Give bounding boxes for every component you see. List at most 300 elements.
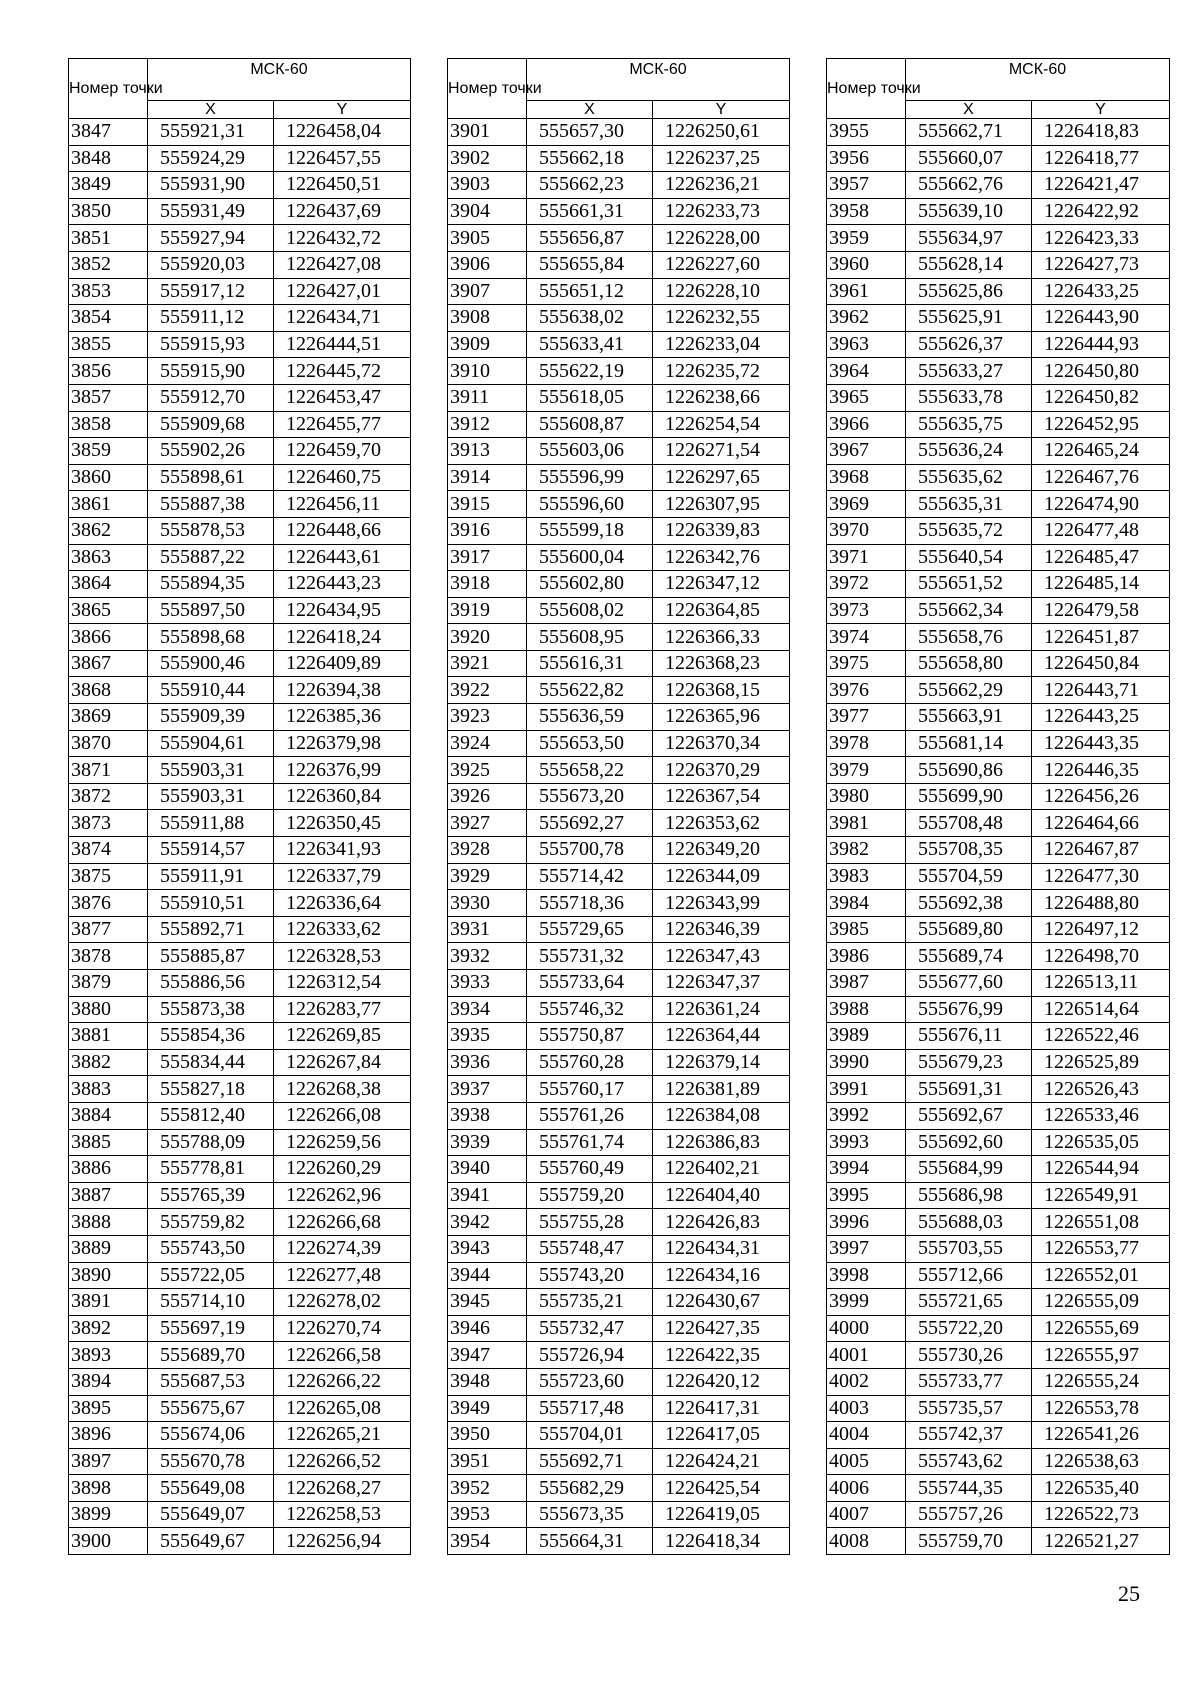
x-coordinate-cell: 555722,05 [148,1262,274,1289]
y-coordinate-cell: 1226250,61 [653,119,790,146]
table-row [827,650,1170,677]
x-coordinate-cell: 555691,31 [906,1076,1032,1103]
y-coordinate-cell: 1226394,38 [274,677,411,704]
y-coordinate-cell: 1226448,66 [274,517,411,544]
point-number-cell: 3914 [448,464,527,491]
point-number-cell: 4003 [827,1395,906,1422]
x-coordinate-cell: 555670,78 [148,1448,274,1475]
x-coordinate-cell: 555750,87 [527,1023,653,1050]
point-number-cell: 3878 [69,943,148,970]
y-coordinate-cell: 1226417,05 [653,1422,790,1449]
point-number-cell: 3847 [69,119,148,146]
y-coordinate-cell: 1226555,09 [1032,1289,1170,1316]
table-row [69,810,411,837]
page-number: 25 [1118,1581,1140,1606]
table-row [827,837,1170,864]
table-row [448,1102,790,1129]
table-row [448,1182,790,1209]
y-coordinate-cell: 1226535,40 [1032,1475,1170,1502]
table-row [69,358,411,385]
x-coordinate-cell: 555902,26 [148,438,274,465]
x-coordinate-cell: 555759,20 [527,1182,653,1209]
x-coordinate-cell: 555662,76 [906,172,1032,199]
table-row [69,1528,411,1555]
y-coordinate-cell: 1226278,02 [274,1289,411,1316]
table-row [827,863,1170,890]
point-number-cell: 3942 [448,1209,527,1236]
point-number-cell: 3952 [448,1475,527,1502]
x-coordinate-cell: 555673,20 [527,783,653,810]
table-row [448,1475,790,1502]
x-coordinate-cell: 555788,09 [148,1129,274,1156]
y-coordinate-cell: 1226443,90 [1032,305,1170,332]
y-coordinate-cell: 1226421,47 [1032,172,1170,199]
point-number-cell: 3905 [448,225,527,252]
y-coordinate-cell: 1226450,82 [1032,384,1170,411]
x-coordinate-cell: 555626,37 [906,331,1032,358]
table-row [448,1129,790,1156]
x-coordinate-cell: 555761,26 [527,1102,653,1129]
point-number-cell: 3874 [69,837,148,864]
x-coordinate-cell: 555635,72 [906,517,1032,544]
y-coordinate-cell: 1226328,53 [274,943,411,970]
point-number-cell: 3973 [827,597,906,624]
x-coordinate-cell: 555911,88 [148,810,274,837]
y-coordinate-cell: 1226376,99 [274,757,411,784]
point-number-cell: 3967 [827,438,906,465]
x-coordinate-cell: 555676,99 [906,996,1032,1023]
x-coordinate-cell: 555676,11 [906,1023,1032,1050]
y-coordinate-cell: 1226232,55 [653,305,790,332]
point-number-cell: 3870 [69,730,148,757]
x-coordinate-cell: 555640,54 [906,544,1032,571]
table-row [827,225,1170,252]
point-number-cell: 3928 [448,837,527,864]
y-coordinate-cell: 1226434,31 [653,1235,790,1262]
table-row [827,1049,1170,1076]
point-number-cell: 4005 [827,1448,906,1475]
y-coordinate-cell: 1226233,73 [653,198,790,225]
y-coordinate-cell: 1226555,69 [1032,1315,1170,1342]
point-number-cell: 3935 [448,1023,527,1050]
table-row [827,491,1170,518]
x-coordinate-cell: 555689,74 [906,943,1032,970]
table-row [827,1395,1170,1422]
table-row [827,1342,1170,1369]
table-row [448,225,790,252]
point-number-cell: 3907 [448,278,527,305]
y-coordinate-cell: 1226434,16 [653,1262,790,1289]
x-coordinate-cell: 555921,31 [148,119,274,146]
x-coordinate-cell: 555755,28 [527,1209,653,1236]
table-row [69,331,411,358]
x-coordinate-cell: 555602,80 [527,571,653,598]
x-coordinate-cell: 555663,91 [906,704,1032,731]
table-row [448,890,790,917]
x-coordinate-cell: 555743,50 [148,1235,274,1262]
y-coordinate-cell: 1226339,83 [653,517,790,544]
table-row [69,491,411,518]
x-coordinate-cell: 555662,34 [906,597,1032,624]
point-number-cell: 3853 [69,278,148,305]
coord-table-3 [826,58,1170,1555]
point-number-cell: 3963 [827,331,906,358]
table-row [69,225,411,252]
point-number-cell: 3919 [448,597,527,624]
x-coordinate-cell: 555660,07 [906,145,1032,172]
table-row [69,411,411,438]
point-number-cell: 3893 [69,1342,148,1369]
point-number-cell: 3917 [448,544,527,571]
point-number-cell: 3948 [448,1368,527,1395]
table-row [69,119,411,146]
x-coordinate-cell: 555892,71 [148,916,274,943]
x-coordinate-cell: 555677,60 [906,970,1032,997]
x-coordinate-cell: 555726,94 [527,1342,653,1369]
x-coordinate-cell: 555910,51 [148,890,274,917]
table-row [69,1422,411,1449]
y-coordinate-cell: 1226443,23 [274,571,411,598]
point-number-cell: 3961 [827,278,906,305]
y-coordinate-cell: 1226422,92 [1032,198,1170,225]
x-coordinate-cell: 555894,35 [148,571,274,598]
y-coordinate-cell: 1226381,89 [653,1076,790,1103]
point-number-cell: 3944 [448,1262,527,1289]
point-number-cell: 3984 [827,890,906,917]
table-row [827,1129,1170,1156]
table-row [448,411,790,438]
table-row [69,1102,411,1129]
y-coordinate-cell: 1226549,91 [1032,1182,1170,1209]
x-coordinate-cell: 555689,70 [148,1342,274,1369]
table-row [69,305,411,332]
point-number-cell: 3993 [827,1129,906,1156]
point-number-cell: 3915 [448,491,527,518]
point-number-cell: 3964 [827,358,906,385]
table-row [448,677,790,704]
x-coordinate-cell: 555599,18 [527,517,653,544]
table-row [827,1422,1170,1449]
y-coordinate-cell: 1226422,35 [653,1342,790,1369]
table-row [69,943,411,970]
table-row [448,650,790,677]
table-row [827,783,1170,810]
x-coordinate-cell: 555704,59 [906,863,1032,890]
point-number-cell: 3998 [827,1262,906,1289]
point-number-cell: 3989 [827,1023,906,1050]
table-row [827,730,1170,757]
point-number-cell: 3912 [448,411,527,438]
point-number-cell: 3898 [69,1475,148,1502]
y-coordinate-cell: 1226353,62 [653,810,790,837]
point-number-cell: 3960 [827,251,906,278]
x-coordinate-cell: 555628,14 [906,251,1032,278]
table-row [69,624,411,651]
point-number-cell: 3894 [69,1368,148,1395]
y-coordinate-cell: 1226386,83 [653,1129,790,1156]
x-coordinate-cell: 555649,08 [148,1475,274,1502]
x-coordinate-cell: 555917,12 [148,278,274,305]
table-row [69,970,411,997]
x-coordinate-cell: 555778,81 [148,1156,274,1183]
header-coordinate-system: МСК-60 [527,59,790,101]
table-row [69,730,411,757]
y-coordinate-cell: 1226450,51 [274,172,411,199]
point-number-cell: 4004 [827,1422,906,1449]
point-number-cell: 3931 [448,916,527,943]
table-row [448,172,790,199]
point-number-cell: 3974 [827,624,906,651]
point-number-cell: 3908 [448,305,527,332]
point-number-cell: 3892 [69,1315,148,1342]
y-coordinate-cell: 1226456,11 [274,491,411,518]
table-row [448,198,790,225]
table-row [448,145,790,172]
x-coordinate-cell: 555655,84 [527,251,653,278]
y-coordinate-cell: 1226465,24 [1032,438,1170,465]
y-coordinate-cell: 1226366,33 [653,624,790,651]
x-coordinate-cell: 555692,27 [527,810,653,837]
x-coordinate-cell: 555704,01 [527,1422,653,1449]
point-number-cell: 3920 [448,624,527,651]
x-coordinate-cell: 555744,35 [906,1475,1032,1502]
y-coordinate-cell: 1226265,08 [274,1395,411,1422]
y-coordinate-cell: 1226522,73 [1032,1501,1170,1528]
y-coordinate-cell: 1226384,08 [653,1102,790,1129]
x-coordinate-cell: 555903,31 [148,783,274,810]
point-number-cell: 3886 [69,1156,148,1183]
table-row [69,650,411,677]
point-number-cell: 3980 [827,783,906,810]
y-coordinate-cell: 1226420,12 [653,1368,790,1395]
x-coordinate-cell: 555931,90 [148,172,274,199]
x-coordinate-cell: 555878,53 [148,517,274,544]
x-coordinate-cell: 555697,19 [148,1315,274,1342]
table-row [827,943,1170,970]
point-number-cell: 3859 [69,438,148,465]
table-row [448,1209,790,1236]
x-coordinate-cell: 555722,20 [906,1315,1032,1342]
table-row [448,1368,790,1395]
point-number-cell: 3924 [448,730,527,757]
point-number-cell: 3934 [448,996,527,1023]
table-row [827,677,1170,704]
table-row [827,198,1170,225]
table-row [827,278,1170,305]
point-number-cell: 3889 [69,1235,148,1262]
point-number-cell: 3909 [448,331,527,358]
table-row [448,837,790,864]
table-row [69,1475,411,1502]
point-number-cell: 3947 [448,1342,527,1369]
y-coordinate-cell: 1226427,73 [1032,251,1170,278]
table-row [448,1289,790,1316]
y-coordinate-cell: 1226364,44 [653,1023,790,1050]
table-row [448,251,790,278]
point-number-cell: 3872 [69,783,148,810]
x-coordinate-cell: 555743,62 [906,1448,1032,1475]
point-number-cell: 3861 [69,491,148,518]
y-coordinate-cell: 1226271,54 [653,438,790,465]
header-y: Y [1032,101,1170,119]
table-row [827,517,1170,544]
point-number-cell: 3851 [69,225,148,252]
point-number-cell: 3923 [448,704,527,731]
x-coordinate-cell: 555635,75 [906,411,1032,438]
table-row [448,704,790,731]
y-coordinate-cell: 1226427,08 [274,251,411,278]
point-number-cell: 3867 [69,650,148,677]
x-coordinate-cell: 555686,98 [906,1182,1032,1209]
table-row [827,251,1170,278]
y-coordinate-cell: 1226432,72 [274,225,411,252]
point-number-cell: 3887 [69,1182,148,1209]
point-number-cell: 3879 [69,970,148,997]
y-coordinate-cell: 1226460,75 [274,464,411,491]
x-coordinate-cell: 555600,04 [527,544,653,571]
point-number-cell: 3954 [448,1528,527,1555]
y-coordinate-cell: 1226444,51 [274,331,411,358]
header-x: X [527,101,653,119]
x-coordinate-cell: 555651,52 [906,571,1032,598]
point-number-cell: 3873 [69,810,148,837]
y-coordinate-cell: 1226453,47 [274,384,411,411]
point-number-cell: 3932 [448,943,527,970]
y-coordinate-cell: 1226268,27 [274,1475,411,1502]
y-coordinate-cell: 1226437,69 [274,198,411,225]
table-row [69,677,411,704]
x-coordinate-cell: 555649,07 [148,1501,274,1528]
y-coordinate-cell: 1226268,38 [274,1076,411,1103]
point-number-cell: 3978 [827,730,906,757]
point-number-cell: 3966 [827,411,906,438]
table-row [448,119,790,146]
table-row [827,890,1170,917]
table-row [827,1182,1170,1209]
y-coordinate-cell: 1226544,94 [1032,1156,1170,1183]
table-row [448,597,790,624]
y-coordinate-cell: 1226521,27 [1032,1528,1170,1555]
y-coordinate-cell: 1226283,77 [274,996,411,1023]
y-coordinate-cell: 1226361,24 [653,996,790,1023]
header-coordinate-system: МСК-60 [148,59,411,101]
x-coordinate-cell: 555703,55 [906,1235,1032,1262]
y-coordinate-cell: 1226459,70 [274,438,411,465]
point-number-cell: 3941 [448,1182,527,1209]
y-coordinate-cell: 1226347,43 [653,943,790,970]
x-coordinate-cell: 555692,38 [906,890,1032,917]
table-row [827,384,1170,411]
y-coordinate-cell: 1226227,60 [653,251,790,278]
point-number-cell: 3994 [827,1156,906,1183]
y-coordinate-cell: 1226445,72 [274,358,411,385]
y-coordinate-cell: 1226236,21 [653,172,790,199]
table-row [448,757,790,784]
y-coordinate-cell: 1226479,58 [1032,597,1170,624]
y-coordinate-cell: 1226367,54 [653,783,790,810]
point-number-cell: 3858 [69,411,148,438]
x-coordinate-cell: 555733,64 [527,970,653,997]
y-coordinate-cell: 1226538,63 [1032,1448,1170,1475]
y-coordinate-cell: 1226477,48 [1032,517,1170,544]
x-coordinate-cell: 555718,36 [527,890,653,917]
table-row [69,464,411,491]
table-row [69,198,411,225]
y-coordinate-cell: 1226485,47 [1032,544,1170,571]
point-number-cell: 3965 [827,384,906,411]
table-row [827,1528,1170,1555]
point-number-cell: 4000 [827,1315,906,1342]
y-coordinate-cell: 1226535,05 [1032,1129,1170,1156]
table-row [69,837,411,864]
point-number-cell: 3957 [827,172,906,199]
table-row [827,1023,1170,1050]
point-number-cell: 3987 [827,970,906,997]
point-number-cell: 3950 [448,1422,527,1449]
table-row [448,624,790,651]
x-coordinate-cell: 555596,99 [527,464,653,491]
y-coordinate-cell: 1226269,85 [274,1023,411,1050]
table-row [827,996,1170,1023]
x-coordinate-cell: 555887,38 [148,491,274,518]
y-coordinate-cell: 1226235,72 [653,358,790,385]
x-coordinate-cell: 555687,53 [148,1368,274,1395]
point-number-cell: 3982 [827,837,906,864]
x-coordinate-cell: 555721,65 [906,1289,1032,1316]
y-coordinate-cell: 1226553,78 [1032,1395,1170,1422]
point-number-cell: 3866 [69,624,148,651]
coord-table-2 [447,58,790,1555]
x-coordinate-cell: 555635,31 [906,491,1032,518]
table-row [448,384,790,411]
y-coordinate-cell: 1226424,21 [653,1448,790,1475]
table-row [448,1448,790,1475]
x-coordinate-cell: 555653,50 [527,730,653,757]
table-row [448,544,790,571]
point-number-cell: 3986 [827,943,906,970]
point-number-cell: 3946 [448,1315,527,1342]
table-row [69,145,411,172]
x-coordinate-cell: 555910,44 [148,677,274,704]
y-coordinate-cell: 1226333,62 [274,916,411,943]
x-coordinate-cell: 555760,17 [527,1076,653,1103]
table-row [827,119,1170,146]
header-x: X [148,101,274,119]
y-coordinate-cell: 1226458,04 [274,119,411,146]
table-row [827,1368,1170,1395]
point-number-cell: 3977 [827,704,906,731]
y-coordinate-cell: 1226337,79 [274,863,411,890]
table-row [69,571,411,598]
table-row [448,810,790,837]
point-number-cell: 3902 [448,145,527,172]
table-row [448,1315,790,1342]
table-row [448,996,790,1023]
y-coordinate-cell: 1226270,74 [274,1315,411,1342]
point-number-cell: 3854 [69,305,148,332]
y-coordinate-cell: 1226498,70 [1032,943,1170,970]
x-coordinate-cell: 555625,91 [906,305,1032,332]
x-coordinate-cell: 555717,48 [527,1395,653,1422]
y-coordinate-cell: 1226443,25 [1032,704,1170,731]
point-number-cell: 3943 [448,1235,527,1262]
x-coordinate-cell: 555639,10 [906,198,1032,225]
point-number-cell: 3891 [69,1289,148,1316]
point-number-cell: 4008 [827,1528,906,1555]
point-number-cell: 3903 [448,172,527,199]
y-coordinate-cell: 1226514,64 [1032,996,1170,1023]
table-row [69,1342,411,1369]
